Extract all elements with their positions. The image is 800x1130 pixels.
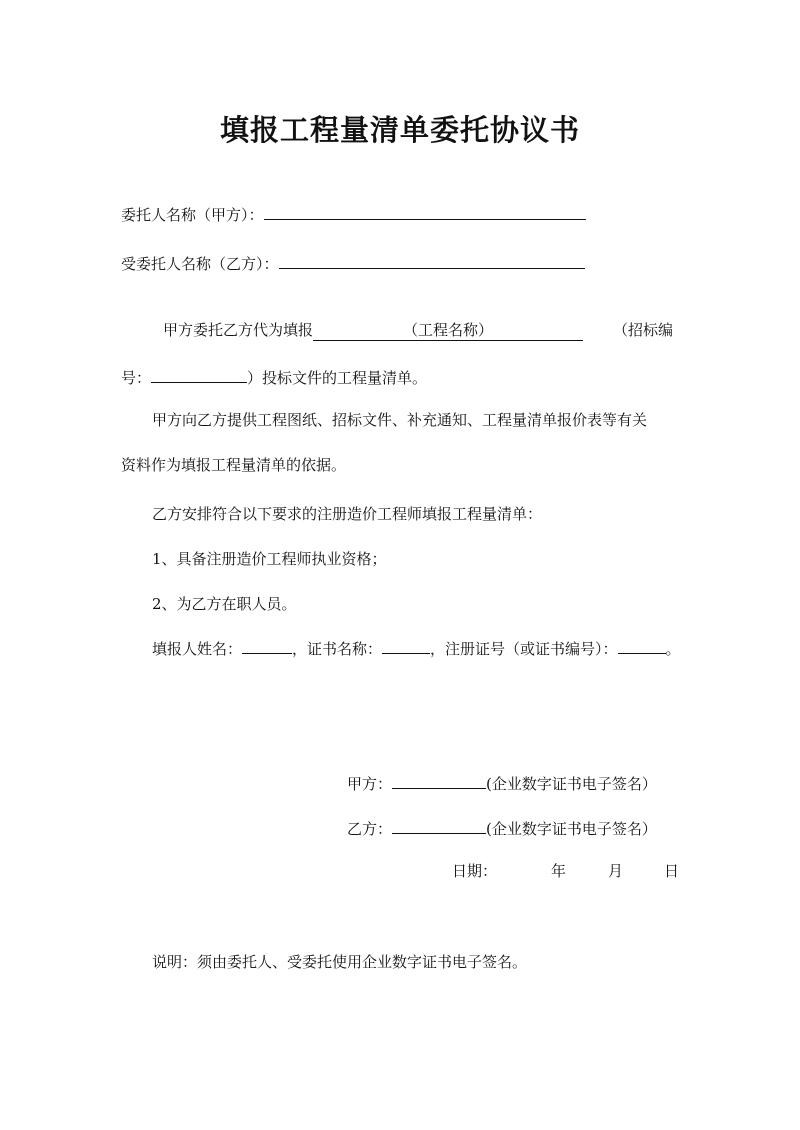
filler-cert-label: ，证书名称： [292, 640, 383, 658]
para1-text-a: 甲方委托乙方代为填报 [163, 321, 314, 339]
footnote: 说明：须由委托人、受委托使用企业数字证书电子签名。 [152, 953, 528, 971]
para2-line2: 资料作为填报工程量清单的依据。 [121, 456, 347, 474]
para1-text-c: 号： [121, 369, 152, 387]
tender-number-field[interactable] [151, 366, 247, 383]
date-day: 日 [664, 862, 680, 880]
para1-text-b: （招标编 [613, 321, 674, 339]
party-a-sign-row [347, 772, 657, 794]
requirement-2: 2、为乙方在职人员。 [152, 595, 297, 613]
party-b-sign-row [347, 817, 657, 839]
filler-name-label: 填报人姓名： [152, 640, 243, 658]
para3: 乙方安排符合以下要求的注册造价工程师填报工程量清单： [152, 505, 543, 523]
filler-row [152, 637, 681, 659]
cert-name-field[interactable] [382, 637, 430, 654]
client-label: 委托人名称（甲方）： [121, 206, 264, 224]
reg-number-field[interactable] [618, 637, 666, 654]
filler-name-field[interactable] [242, 637, 292, 654]
para2-line1: 甲方向乙方提供工程图纸、招标文件、补充通知、工程量清单报价表等有关 [152, 411, 648, 429]
requirement-1: 1、具备注册造价工程师执业资格； [152, 550, 387, 568]
party-a-label: 甲方： [347, 775, 393, 793]
project-name-field[interactable] [313, 320, 583, 341]
party-b-signature-field[interactable] [392, 817, 486, 834]
para1-text-d: ）投标文件的工程量清单。 [247, 369, 428, 387]
client-row [121, 203, 586, 225]
party-a-signature-note: (企业数字证书电子签名） [486, 775, 657, 793]
party-b-label: 乙方： [347, 820, 393, 838]
document-title: 填报工程量清单委托协议书 [219, 113, 580, 147]
date-month: 月 [608, 862, 624, 880]
filler-end: 。 [665, 640, 681, 658]
project-name-placeholder: （工程名称） [403, 321, 494, 339]
agent-label: 受委托人名称（乙方）： [121, 255, 279, 273]
para1-line1 [163, 320, 583, 341]
para1-line1-tail [613, 320, 673, 340]
date-year: 年 [551, 862, 567, 880]
para1-line2 [121, 366, 427, 388]
client-name-field[interactable] [264, 203, 586, 220]
filler-reg-label: ，注册证号（或证书编号）： [430, 640, 618, 658]
agent-row [121, 252, 585, 274]
agent-name-field[interactable] [279, 252, 585, 269]
party-b-signature-note: (企业数字证书电子签名） [486, 820, 657, 838]
party-a-signature-field[interactable] [392, 772, 486, 789]
date-label: 日期： [452, 862, 498, 880]
